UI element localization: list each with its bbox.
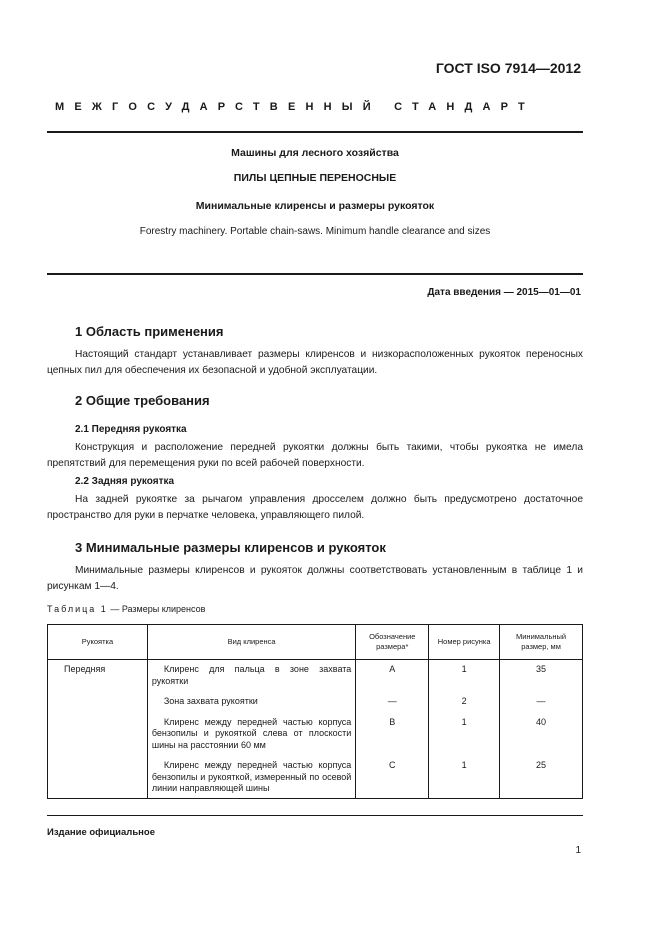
- table-cell-min-size: 25: [500, 751, 583, 798]
- subsection-2-2-heading: [75, 476, 174, 487]
- table-cell-clearance: Клиренс между передней частью корпуса бензопилы и рукояткой, измеренный по осевой линии направляющей шины: [147, 751, 355, 798]
- table-caption-text: — Размеры клиренсов: [110, 604, 206, 614]
- table-cell-handle: [48, 708, 148, 752]
- title-bottom-rule: [47, 273, 583, 275]
- section-3-heading: [75, 540, 386, 555]
- top-rule: [47, 131, 583, 133]
- subsection-2-2-heading-text: 2.2 Задняя рукоятка: [75, 476, 175, 487]
- footer-rule: [47, 815, 583, 816]
- table-cell-handle: [48, 687, 148, 708]
- table-cell-designation: C: [356, 751, 429, 798]
- standard-code: ГОСТ ISO 7914—2012: [435, 60, 581, 76]
- table-cell-min-size: —: [500, 687, 583, 708]
- table-header-cell: Минимальный размер, мм: [500, 625, 583, 660]
- table-header-cell: Рукоятка: [48, 625, 148, 660]
- table-row: [48, 660, 583, 688]
- table-row: [48, 687, 583, 708]
- table-cell-designation: A: [356, 660, 429, 688]
- section-3-text: Минимальные размеры клиренсов и рукояток должны соответствовать установленным в таблице 1 и рисункам 1—4.: [47, 565, 583, 592]
- table-header-cell: Обозначение размера*: [356, 625, 429, 660]
- section-1-heading-text: 1 Область применения: [75, 324, 224, 339]
- table-header-cell: Номер рисунка: [429, 625, 500, 660]
- subsection-2-1-heading-text: 2.1 Передняя рукоятка: [75, 424, 187, 435]
- table-row: [48, 751, 583, 798]
- title-line-1: Машины для лесного хозяйства: [231, 147, 399, 159]
- clearance-table: [47, 624, 583, 799]
- section-3-heading-text: 3 Минимальные размеры клиренсов и рукояток: [75, 540, 386, 555]
- table-cell-clearance: Клиренс между передней частью корпуса бензопилы и рукояткой слева от плоскости шины на расстоянии 60 мм: [147, 708, 355, 752]
- section-1-heading: [75, 324, 224, 339]
- title-line-3: Минимальные клиренсы и размеры рукояток: [195, 200, 435, 212]
- table-cell-min-size: 40: [500, 708, 583, 752]
- subsection-2-2-text: На задней рукоятке за рычагом управления дросселем должно быть предусмотрено достаточное пространство для руки в перчатке человека, управляющего пилой.: [47, 494, 583, 521]
- introduction-date: Дата введения — 2015—01—01: [427, 287, 581, 298]
- table-cell-designation: B: [356, 708, 429, 752]
- subsection-2-1-heading: [75, 424, 187, 435]
- table-cell-clearance: Клиренс для пальца в зоне захвата рукоятки: [147, 660, 355, 688]
- table-cell-handle: Передняя: [48, 660, 148, 688]
- table-caption: [47, 604, 205, 614]
- table-row: [48, 708, 583, 752]
- edition-label: Издание официальное: [47, 827, 155, 838]
- title-english: Forestry machinery. Portable chain-saws. Minimum handle clearance and sizes: [139, 226, 491, 237]
- table-cell-figure: 1: [429, 708, 500, 752]
- page-number: 1: [575, 845, 581, 856]
- table-cell-figure: 2: [429, 687, 500, 708]
- section-1-text: Настоящий стандарт устанавливает размеры клиренсов и низкорасположенных рукояток переносных цепных пил для обеспечения их безопасной и удобной эксплуатации.: [47, 349, 583, 376]
- title-line-2: ПИЛЫ ЦЕПНЫЕ ПЕРЕНОСНЫЕ: [233, 172, 397, 184]
- section-2-heading: [75, 393, 210, 408]
- table-caption-prefix: Таблица 1: [47, 604, 108, 614]
- section-2-heading-text: 2 Общие требования: [75, 393, 210, 408]
- table-cell-clearance: Зона захвата рукоятки: [147, 687, 355, 708]
- interstate-standard-label: МЕЖГОСУДАРСТВЕННЫЙ СТАНДАРТ: [55, 101, 535, 113]
- table-header-cell: Вид клиренса: [147, 625, 355, 660]
- table-cell-figure: 1: [429, 660, 500, 688]
- table-cell-figure: 1: [429, 751, 500, 798]
- table-cell-designation: —: [356, 687, 429, 708]
- table-header-row: [48, 625, 583, 660]
- table-cell-min-size: 35: [500, 660, 583, 688]
- subsection-2-1-text: Конструкция и расположение передней рукоятки должны быть такими, чтобы рукоятка не имела препятствий для перемещения руки по всей рабочей поверхности.: [47, 442, 583, 469]
- table-cell-handle: [48, 751, 148, 798]
